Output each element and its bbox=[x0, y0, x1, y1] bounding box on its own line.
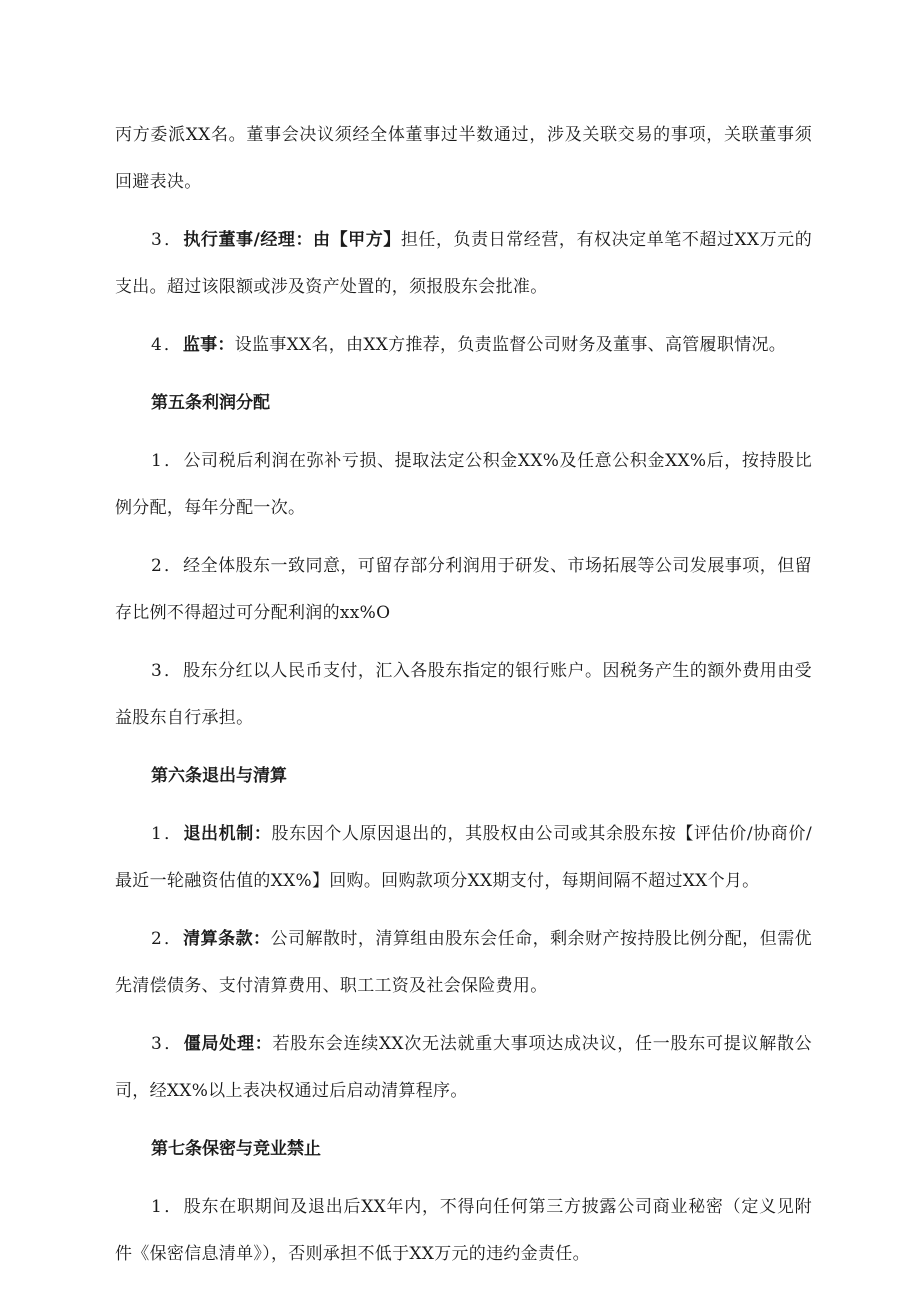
item-number: 2． bbox=[151, 556, 184, 576]
paragraph-text: 公司税后利润在弥补亏损、提取法定公积金XX%及任意公积金XX%后，按持股比例分配，每年分配一次。 bbox=[115, 451, 812, 518]
item-number: 2． bbox=[151, 929, 184, 949]
item-bold-label: 监事： bbox=[182, 335, 235, 355]
paragraph-text: 担任，负责日常经营，有权决定单笔不超过XX万元的支出。超过该限额或涉及资产处置的，须报股东会批准。 bbox=[115, 230, 813, 297]
item-bold-label: 退出机制： bbox=[183, 824, 272, 844]
paragraph-dividend-payment bbox=[115, 648, 812, 742]
item-number: 1． bbox=[151, 1197, 184, 1217]
paragraph-text: 股东因个人原因退出的，其股权由公司或其余股东按【评估价/协商价/最近一轮融资估值的XX%】回购。回购款项分XX期支付，每期间隔不超过XX个月。 bbox=[115, 824, 812, 891]
paragraph-liquidation-terms bbox=[115, 916, 812, 1010]
paragraph-profit-allocation bbox=[115, 438, 812, 532]
paragraph-text: 股东分红以人民币支付，汇入各股东指定的银行账户。因税务产生的额外费用由受益股东自行承担。 bbox=[115, 661, 812, 728]
item-number: 4． bbox=[151, 335, 183, 355]
item-bold-label: 执行董事/经理：由【甲方】 bbox=[183, 230, 401, 250]
paragraph-text: 设监事XX名，由XX方推荐，负责监督公司财务及董事、高管履职情况。 bbox=[234, 335, 787, 355]
paragraph-executive-director bbox=[115, 217, 812, 311]
item-bold-label: 清算条款： bbox=[183, 929, 271, 949]
paragraph-deadlock-handling bbox=[115, 1021, 812, 1115]
paragraph-director-appointment bbox=[115, 112, 812, 206]
paragraph-text: 股东在职期间及退出后XX年内，不得向任何第三方披露公司商业秘密（定义见附件《保密信息清单》），否则承担不低于XX万元的违约金责任。 bbox=[115, 1197, 812, 1264]
item-bold-label: 僵局处理： bbox=[183, 1034, 273, 1054]
paragraph-text: 公司解散时，清算组由股东会任命，剩余财产按持股比例分配，但需优先清偿债务、支付清算费用、职工工资及社会保险费用。 bbox=[115, 929, 812, 996]
paragraph-confidentiality-obligation bbox=[115, 1184, 812, 1278]
item-number: 1． bbox=[151, 824, 184, 844]
paragraph-text: 经全体股东一致同意，可留存部分利润用于研发、市场拓展等公司发展事项，但留存比例不得超过可分配利润的xx%O bbox=[115, 556, 812, 623]
item-number: 1． bbox=[151, 451, 184, 471]
item-number: 3． bbox=[151, 1034, 184, 1054]
item-number: 3． bbox=[151, 661, 184, 681]
paragraph-text: 丙方委派XX名。董事会决议须经全体董事过半数通过，涉及关联交易的事项，关联董事须回避表决。 bbox=[115, 125, 812, 192]
paragraph-text: 若股东会连续XX次无法就重大事项达成决议，任一股东可提议解散公司，经XX%以上表决权通过后启动清算程序。 bbox=[115, 1034, 812, 1101]
paragraph-profit-retention bbox=[115, 543, 812, 637]
paragraph-supervisor bbox=[115, 322, 812, 369]
section-heading-exit-liquidation: 第六条退出与清算 bbox=[151, 766, 287, 786]
section-heading-profit-distribution: 第五条利润分配 bbox=[151, 393, 270, 413]
section-heading-confidentiality: 第七条保密与竞业禁止 bbox=[151, 1139, 321, 1159]
paragraph-exit-mechanism bbox=[115, 811, 812, 905]
item-number: 3． bbox=[151, 230, 184, 250]
